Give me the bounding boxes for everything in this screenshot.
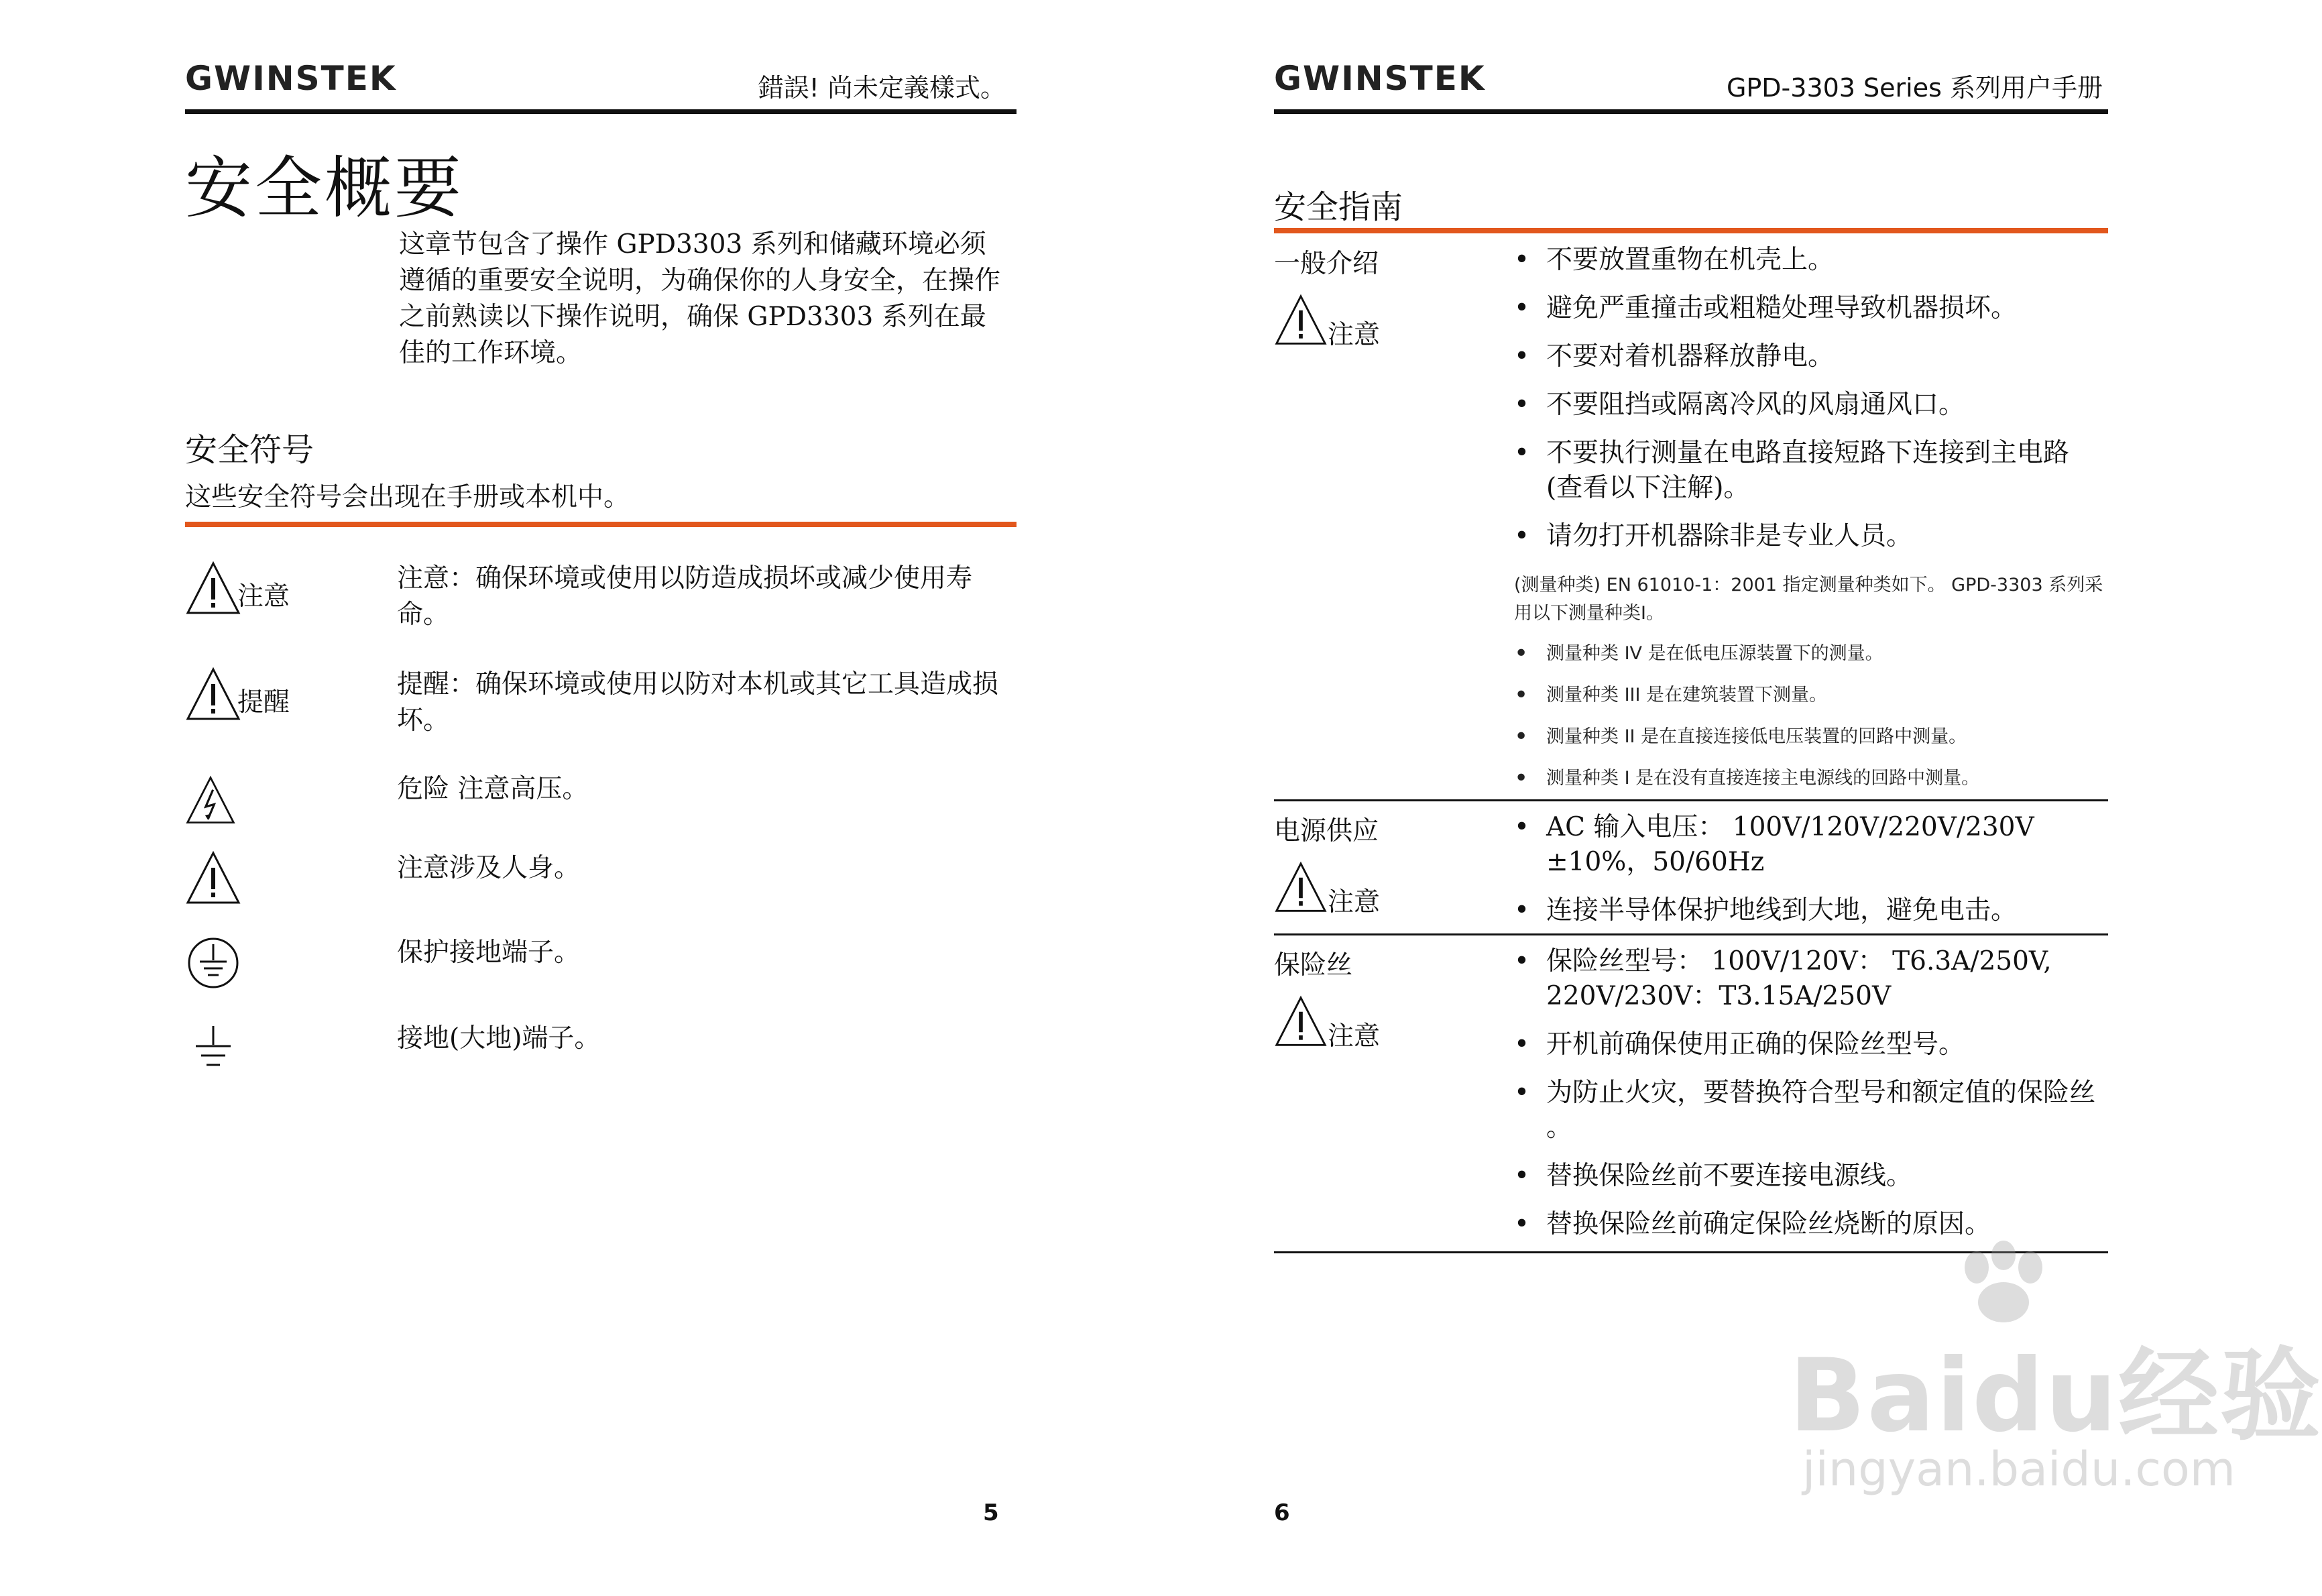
- warning-triangle-icon: [1274, 861, 1328, 915]
- power-bullet-list: [1514, 810, 2104, 942]
- left-page: [0, 0, 1129, 1596]
- caution-marker: [1274, 995, 1395, 1051]
- brand-logo: GWINSTEK: [1274, 59, 1486, 98]
- list-item: • 测量种类 III 是在建筑装置下测量。: [1514, 675, 2117, 716]
- section-power: [1274, 810, 2108, 931]
- watermark: [1789, 1241, 2322, 1522]
- symbol-row-earth-ground: [185, 1021, 1017, 1081]
- page-title: 安全概要: [185, 149, 464, 227]
- section-rule: [1274, 228, 2108, 233]
- warning-triangle-icon: [185, 850, 241, 907]
- warning-triangle-icon: [185, 667, 241, 723]
- header-title: 錯誤! 尚未定義樣式。: [758, 73, 1006, 103]
- caution-label: 注意: [1328, 320, 1381, 350]
- symbol-tag: 提醒: [237, 687, 290, 718]
- section-label: 保险丝: [1274, 950, 1353, 980]
- caution-label: 注意: [1328, 1021, 1381, 1051]
- header-rule: [1274, 109, 2108, 114]
- section-divider: [1274, 933, 2108, 935]
- symbol-description: 保护接地端子。: [397, 937, 581, 968]
- list-item: • 不要执行测量在电路直接短路下连接到主电路(查看以下注解)。: [1514, 436, 2104, 506]
- header-rule: [185, 109, 1017, 114]
- fuse-bullet-list: [1514, 944, 2104, 1255]
- measurement-note: (测量种类) EN 61010-1：2001 指定测量种类如下。 GPD-3303 系列采用以下测量种类I。: [1514, 575, 2103, 624]
- warning-triangle-icon: [185, 561, 241, 617]
- list-item: • 为防止火灾，要替换符合型号和额定值的保险丝 。: [1514, 1076, 2104, 1145]
- symbol-description: 提醒：确保环境或使用以防对本机或其它工具造成损坏。: [397, 669, 999, 736]
- symbol-description: 接地(大地)端子。: [397, 1023, 601, 1053]
- page-number: 5: [983, 1499, 999, 1526]
- list-item: • 测量种类 I 是在没有直接连接主电源线的回路中测量。: [1514, 758, 2117, 799]
- symbol-tag: 注意: [237, 581, 290, 612]
- symbol-row-caution: [185, 561, 1017, 634]
- list-item: • 替换保险丝前不要连接电源线。: [1514, 1159, 2104, 1194]
- list-item: • 连接半导体保护地线到大地，避免电击。: [1514, 893, 2104, 928]
- list-item: • 不要阻挡或隔离冷风的风扇通风口。: [1514, 388, 2104, 422]
- protective-ground-icon: [185, 935, 241, 991]
- list-item: • 测量种类 II 是在直接连接低电压装置的回路中测量。: [1514, 716, 2117, 758]
- list-item: • 开机前确保使用正确的保险丝型号。: [1514, 1027, 2104, 1062]
- high-voltage-icon: [185, 775, 236, 826]
- caution-label: 注意: [1328, 887, 1381, 917]
- symbol-description: 危险 注意高压。: [397, 774, 589, 804]
- section-fuse: [1274, 944, 2108, 1249]
- caution-marker: [1274, 861, 1395, 917]
- warning-triangle-icon: [1274, 995, 1328, 1049]
- watermark-brand: Baidu经验: [1789, 1338, 2322, 1455]
- list-item: • 请勿打开机器除非是专业人员。: [1514, 519, 2104, 554]
- section-general: [1274, 243, 2108, 799]
- section-rule: [185, 522, 1017, 527]
- section-heading: 安全符号: [185, 431, 314, 469]
- warning-triangle-icon: [1274, 294, 1328, 347]
- caution-marker: [1274, 294, 1395, 350]
- earth-ground-icon: [185, 1021, 241, 1077]
- right-page: [1129, 0, 2322, 1596]
- symbol-row-high-voltage: [185, 771, 1017, 832]
- header-title: GPD-3303 Series 系列用户手册: [1726, 73, 2103, 103]
- list-item: • AC 输入电压： 100V/120V/220V/230V ±10%，50/60Hz: [1514, 810, 2104, 880]
- list-item: • 保险丝型号： 100V/120V： T6.3A/250V, 220V/230V：T3.15A/250V: [1514, 944, 2104, 1014]
- list-item: • 测量种类 IV 是在低电压源装置下的测量。: [1514, 633, 2117, 675]
- symbol-description: 注意：确保环境或使用以防造成损坏或减少使用寿命。: [397, 563, 973, 630]
- list-item: • 不要对着机器释放静电。: [1514, 339, 2104, 374]
- intro-paragraph: 这章节包含了操作 GPD3303 系列和储藏环境必须遵循的重要安全说明，为确保你的人身安全，在操作之前熟读以下操作说明，确保 GPD3303 系列在最佳的工作环境。: [399, 229, 1001, 368]
- section-label: 一般介绍: [1274, 249, 1379, 279]
- symbol-description: 注意涉及人身。: [397, 853, 581, 883]
- section-label: 电源供应: [1274, 816, 1379, 846]
- section-divider: [1274, 799, 2108, 801]
- page-number: 6: [1274, 1499, 1290, 1526]
- brand-logo: GWINSTEK: [185, 59, 397, 98]
- symbol-row-protective-ground: [185, 935, 1017, 995]
- measurement-category-list: [1514, 633, 2117, 799]
- symbol-row-notice: [185, 667, 1017, 740]
- symbol-row-personal: [185, 850, 1017, 911]
- section-heading: 安全指南: [1274, 188, 1403, 226]
- general-bullet-list: [1514, 243, 2104, 567]
- watermark-site: jingyan.baidu.com: [1802, 1442, 2236, 1497]
- list-item: • 替换保险丝前确定保险丝烧断的原因。: [1514, 1207, 2104, 1242]
- list-item: • 避免严重撞击或粗糙处理导致机器损坏。: [1514, 291, 2104, 326]
- list-item: • 不要放置重物在机壳上。: [1514, 243, 2104, 278]
- section-description: 这些安全符号会出现在手册或本机中。: [185, 482, 630, 512]
